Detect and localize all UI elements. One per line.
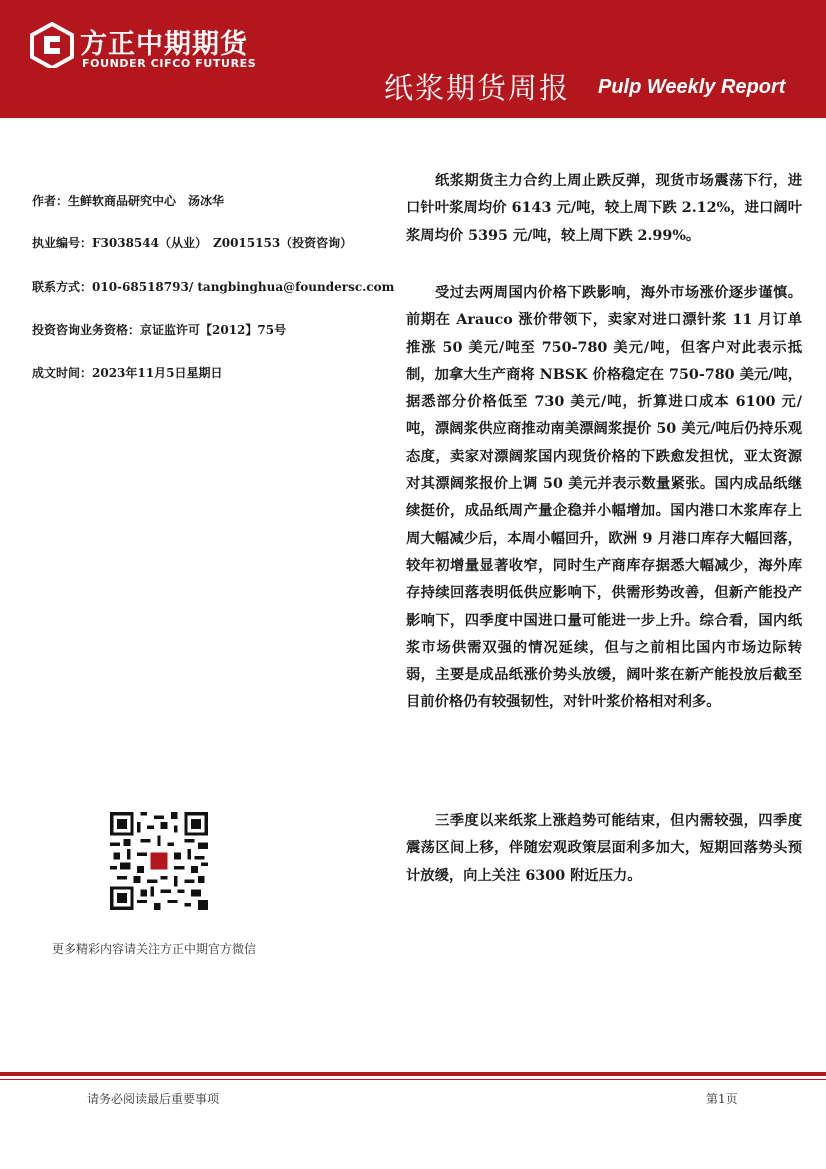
brand-name-cn: 方正中期期货: [80, 29, 248, 60]
report-title-en: Pulp Weekly Report: [598, 76, 786, 98]
report-header: [0, 0, 826, 118]
qr-caption: 更多精彩内容请关注方正中期官方微信: [52, 942, 257, 956]
footer-divider-thin: [0, 1079, 826, 1080]
footer-divider: [0, 1072, 826, 1076]
body-paragraph-3: 三季度以来纸浆上涨趋势可能结束，但内需较强，四季度震荡区间上移，伴随宏观政策层面利多加大，短期回落势头预计放缓，向上关注 6300 附近压力。: [406, 813, 802, 884]
report-title-cn: 纸浆期货周报: [384, 71, 571, 105]
date-info: 成文时间：2023年11月5日星期日: [32, 366, 223, 380]
qualification-info: 投资咨询业务资格：京证监许可【2012】75号: [32, 323, 287, 337]
qr-code-icon: [110, 812, 208, 910]
footer-notice: 请务必阅读最后重要事项: [87, 1092, 220, 1106]
company-logo-icon: [30, 22, 74, 68]
brand-name-en: FOUNDER CIFCO FUTURES: [82, 57, 257, 70]
body-paragraph-1: 纸浆期货主力合约上周止跌反弹，现货市场震荡下行，进口针叶浆周均价 6143 元/吨，较上周下跌 2.12%，进口阔叶浆周均价 5395 元/吨，较上周下跌 2.99%。: [406, 173, 802, 244]
author-info: 作者：生鲜软商品研究中心 汤冰华: [32, 194, 225, 208]
license-info: 执业编号：F3038544（从业） Z0015153（投资咨询）: [32, 236, 353, 250]
body-paragraph-2: 受过去两周国内价格下跌影响，海外市场涨价逐步谨慎。前期在 Arauco 涨价带领下，卖家对进口漂针浆 11 月订单推涨 50 美元/吨至 750-780 美元/吨，但客户对此表示抵制，加拿大生产商将 NBSK 价格稳定在 750-780 美元/吨，据悉部分价格低至 730 美元/吨，折算进口成本 6100 元/吨，漂阔浆供应商推动南美漂阔浆提价 50 美元/吨后仍持乐观态度，卖家对漂阔浆国内现货价格的下跌愈发担忧，亚太资源对其漂阔浆报价上调 50 美元并表示数量紧张。国内成品纸继续挺价，成品纸周产量企稳并小幅增加。国内港口木浆库存上周大幅减少后，本周小幅回升，欧洲 9 月港口库存大幅回落，较年初增量显著收窄，同时生产商库存据悉大幅减少，海外库存持续回落表明低供应影响下，供需形势改善，但新产能投产影响下，四季度中国进口量可能进一步上升。综合看，国内纸浆市场供需双强的情况延续，但与之前相比国内市场边际转弱，主要是成品纸涨价势头放缓，阔叶浆在新产能投放后截至目前价格仍有较强韧性，对针叶浆价格相对利多。: [406, 285, 802, 711]
contact-info: 联系方式：010-68518793/ tangbinghua@foundersc.com: [32, 280, 395, 294]
page-number: 第1页: [706, 1092, 738, 1106]
